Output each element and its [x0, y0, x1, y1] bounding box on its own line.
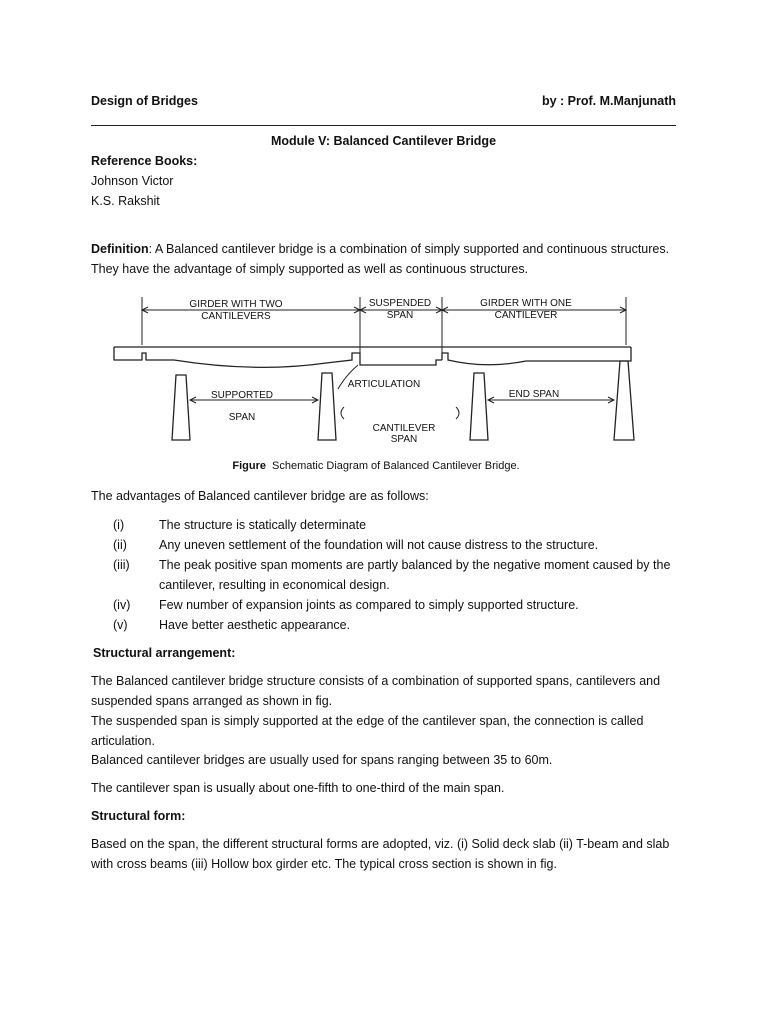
label-cantilever-span: SPAN: [390, 434, 418, 445]
paragraph: The suspended span is simply supported at the edge of the cantilever span, the connection is called articulation.: [91, 714, 644, 748]
paragraph: The Balanced cantilever bridge structure consists of a combination of supported spans, cantilevers and suspended spans arranged as shown in fig.: [91, 674, 661, 708]
list-item-text: Have better aesthetic appearance.: [159, 618, 351, 632]
label-end-span: END SPAN: [508, 389, 560, 400]
label-supported-span: SPAN: [228, 412, 256, 423]
label-articulation: ARTICULATION: [347, 379, 421, 390]
list-item-number: (iv): [113, 598, 131, 612]
figure-caption-text: Schematic Diagram of Balanced Cantilever Bridge.: [272, 460, 520, 472]
header-author: by : Prof. M.Manjunath: [541, 94, 676, 108]
list-item-text: Few number of expansion joints as compared to simply supported structure.: [159, 598, 579, 612]
label-girder-two: GIRDER WITH TWO: [189, 299, 283, 310]
label-girder-two: CANTILEVERS: [201, 311, 271, 322]
reference-book: K.S. Rakshit: [91, 194, 160, 208]
list-item-text: Any uneven settlement of the foundation will not cause distress to the structure.: [159, 538, 599, 552]
structural-arrangement-heading: Structural arrangement:: [93, 646, 236, 660]
list-item-text: The structure is statically determinate: [159, 518, 367, 532]
header-course-title: Design of Bridges: [91, 94, 198, 108]
definition-text: : A Balanced cantilever bridge is a combination of simply supported and continuous structures. They have the advantage of simply supported as well as continuous structures.: [91, 242, 670, 276]
label-cantilever-span: CANTILEVER: [372, 423, 436, 434]
list-item-number: (i): [113, 518, 125, 532]
header-rule: [91, 125, 676, 126]
figure-caption-label: Figure: [232, 460, 266, 472]
list-item-number: (v): [113, 618, 128, 632]
paragraph: The cantilever span is usually about one-fifth to one-third of the main span.: [91, 781, 505, 795]
figure-caption: [232, 460, 519, 472]
label-supported-span: SUPPORTED: [210, 390, 274, 401]
label-girder-one: CANTILEVER: [494, 310, 558, 321]
label-girder-one: GIRDER WITH ONE: [480, 298, 572, 309]
list-item-text: The peak positive span moments are partly balanced by the negative moment caused by the cantilever, resulting in economical design.: [159, 558, 671, 592]
label-suspended-span: SPAN: [386, 310, 414, 321]
definition-label: Definition: [91, 242, 149, 256]
references-heading: Reference Books:: [91, 154, 198, 168]
list-item-number: (iii): [113, 558, 130, 572]
advantages-intro: The advantages of Balanced cantilever bridge are as follows:: [91, 489, 429, 503]
definition-paragraph: [91, 240, 681, 279]
paragraph: Based on the span, the different structural forms are adopted, viz. (i) Solid deck slab (ii) T-beam and slab with cross beams (iii) Hollow box girder etc. The typical cross section is shown in fig.: [91, 837, 670, 871]
paragraph: Balanced cantilever bridges are usually used for spans ranging between 35 to 60m.: [91, 753, 553, 767]
label-suspended-span: SUSPENDED: [368, 298, 432, 309]
module-title: Module V: Balanced Cantilever Bridge: [270, 134, 497, 148]
structural-form-heading: Structural form:: [91, 809, 186, 823]
reference-book: Johnson Victor: [91, 174, 174, 188]
list-item-number: (ii): [113, 538, 127, 552]
bridge-schematic-figure: [106, 285, 646, 480]
